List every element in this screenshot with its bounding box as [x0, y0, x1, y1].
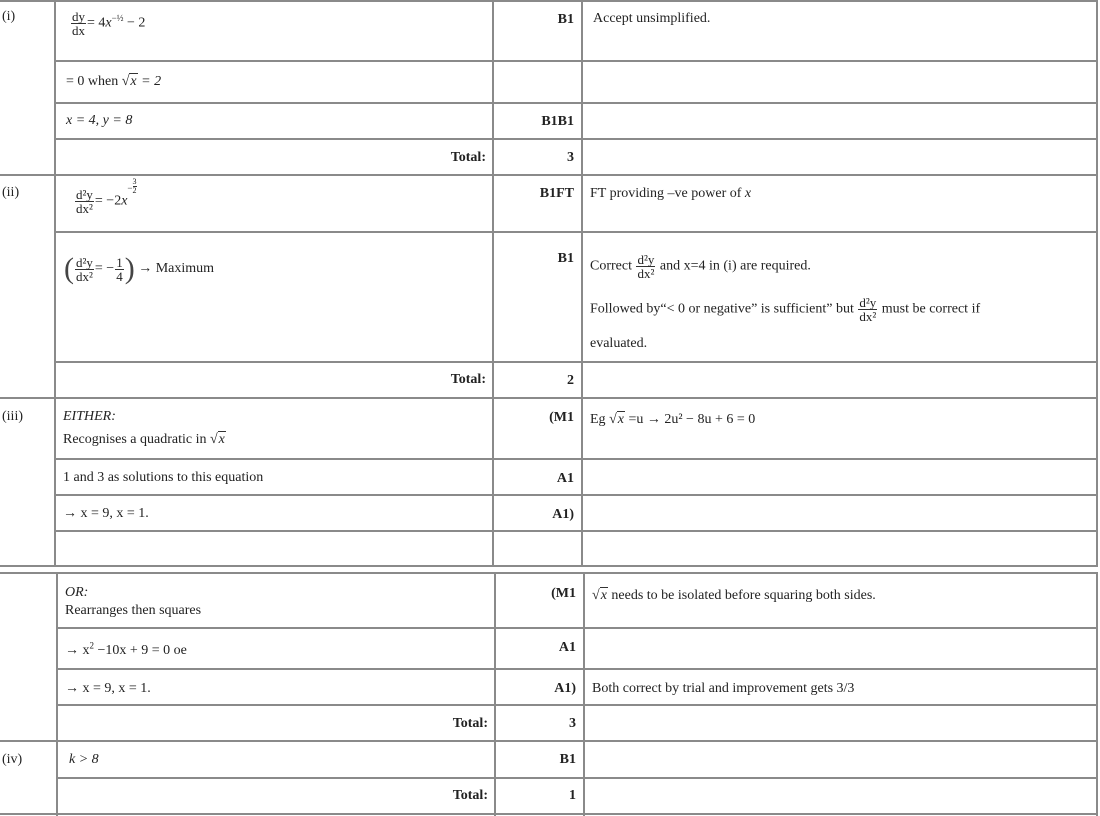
- rule: [57, 704, 1098, 706]
- fraction-denominator: 4: [116, 268, 123, 284]
- fraction-denominator: dx²: [859, 309, 877, 324]
- mark: A1: [556, 471, 574, 486]
- answer-text: k > 8: [69, 752, 99, 767]
- sqrt-symbol: √x: [592, 588, 607, 603]
- comment: [590, 253, 811, 280]
- fraction-denominator: dx²: [637, 266, 655, 281]
- comment: evaluated.: [590, 336, 648, 351]
- total-label: Total:: [450, 150, 486, 165]
- sqrt-symbol: √x: [121, 74, 137, 89]
- rule: [0, 174, 1098, 176]
- formula-dydx: [70, 10, 145, 37]
- radicand: x: [218, 432, 225, 447]
- rule: [57, 668, 1098, 670]
- total-label: Total:: [452, 788, 488, 803]
- rule: [55, 138, 1098, 140]
- formula-text: −10x + 9 = 0 oe: [94, 643, 187, 658]
- fraction-numerator: d²y: [76, 254, 93, 270]
- comment-text: =u → 2u² − 8u + 6 = 0: [624, 412, 756, 427]
- rule: [55, 60, 1098, 62]
- total-label: Total:: [452, 716, 488, 731]
- rule: [0, 813, 1098, 815]
- rule: [0, 397, 1098, 399]
- comment-text: must be correct if: [881, 301, 981, 317]
- rule: [0, 740, 1098, 742]
- solution-text: → x = 9, x = 1.: [65, 681, 151, 696]
- or-heading: OR:: [65, 585, 89, 600]
- fraction-numerator: d²y: [859, 295, 877, 310]
- comment-text: Followed by“< 0 or negative” is sufficient” but: [590, 301, 854, 317]
- comment-text: Eg: [590, 412, 610, 427]
- part-label-i: (i): [2, 9, 16, 24]
- mark: A1: [558, 640, 576, 655]
- rule: [55, 231, 1098, 233]
- comment: [590, 296, 980, 323]
- radicand: x: [130, 74, 137, 89]
- fraction: [71, 10, 86, 37]
- mark: B1: [557, 251, 574, 266]
- mark: B1: [559, 752, 576, 767]
- method-text: Recognises a quadratic in: [63, 432, 210, 447]
- fraction: [75, 188, 94, 215]
- mark: B1: [557, 12, 574, 27]
- exponent-numerator: 3: [132, 177, 137, 186]
- part-label-iv: (iv): [2, 752, 23, 767]
- fraction-denominator: dx²: [76, 201, 93, 216]
- rule: [57, 627, 1098, 629]
- formula-sqrt: [66, 74, 161, 90]
- mark: B1FT: [539, 186, 574, 201]
- formula-text: = 2: [137, 74, 162, 89]
- rule: [0, 0, 1098, 2]
- rule: [54, 0, 56, 567]
- sqrt-symbol: √x: [609, 412, 624, 427]
- rule: [55, 102, 1098, 104]
- mark: A1): [554, 681, 576, 696]
- solution-text: 1 and 3 as solutions to this equation: [63, 470, 264, 485]
- rule: [583, 572, 585, 816]
- either-heading: EITHER:: [63, 409, 116, 424]
- total-value: 3: [569, 716, 576, 731]
- part-label-iii: (iii): [2, 409, 23, 424]
- comment-var: x: [744, 186, 752, 201]
- formula-var: x: [121, 193, 128, 209]
- formula-exponent: −½: [111, 13, 124, 24]
- fraction: [75, 256, 94, 283]
- formula-text: − 2: [123, 15, 146, 31]
- total-value: 2: [567, 373, 574, 388]
- comment: [592, 588, 876, 604]
- fraction-denominator: dx²: [76, 268, 93, 284]
- formula-text: = −: [94, 261, 115, 277]
- formula-second-derivative: [74, 177, 137, 216]
- formula-maximum: [64, 254, 214, 284]
- right-paren: ): [124, 252, 135, 285]
- formula-solution: x = 4, y = 8: [66, 113, 133, 128]
- comment-text: needs to be isolated before squaring both sides.: [607, 588, 876, 603]
- fraction: [858, 296, 877, 323]
- rule: [56, 572, 58, 816]
- radicand: x: [617, 412, 624, 427]
- comment: Accept unsimplified.: [593, 11, 711, 26]
- rule: [55, 458, 1098, 460]
- comment-text: Correct: [590, 258, 632, 274]
- mark: B1B1: [541, 114, 574, 129]
- fraction-numerator: dy: [72, 9, 85, 24]
- radicand: x: [600, 588, 607, 603]
- exponent-fraction: [133, 178, 137, 195]
- rule: [55, 494, 1098, 496]
- formula-exponent: 2: [89, 640, 94, 651]
- or-line: Rearranges then squares: [65, 603, 202, 618]
- rule: [581, 0, 583, 567]
- formula-text: = −2: [94, 193, 122, 209]
- formula-var: x: [105, 15, 112, 31]
- comment-text: FT providing –ve power of: [590, 186, 745, 201]
- solution-text: → x = 9, x = 1.: [63, 506, 149, 521]
- left-paren: (: [64, 252, 74, 285]
- rule: [55, 530, 1098, 532]
- formula-quadratic: [65, 640, 187, 659]
- fraction-numerator: d²y: [76, 187, 93, 202]
- total-value: 1: [569, 788, 576, 803]
- fraction-numerator: d²y: [637, 252, 655, 267]
- fraction-numerator: 1: [116, 254, 123, 270]
- fraction-denominator: dx: [72, 23, 85, 38]
- fraction: [115, 256, 124, 283]
- fraction: [636, 253, 655, 280]
- comment: [590, 412, 755, 428]
- rule: [55, 361, 1098, 363]
- either-line: [63, 432, 226, 448]
- exponent-denominator: 2: [132, 186, 137, 195]
- mark: (M1: [551, 586, 576, 601]
- mark: A1): [552, 507, 574, 522]
- total-label: Total:: [450, 372, 486, 387]
- comment: [590, 186, 751, 202]
- formula-text: = 0 when: [66, 74, 122, 89]
- comment-text: and x=4 in (i) are required.: [659, 258, 811, 274]
- sqrt-symbol: √x: [209, 432, 225, 447]
- mark: (M1: [549, 410, 574, 425]
- rule: [0, 572, 1098, 574]
- formula-text: → x: [65, 643, 90, 658]
- total-value: 3: [567, 150, 574, 165]
- rule: [57, 777, 1098, 779]
- rule: [1096, 572, 1098, 816]
- formula-text: = 4: [87, 15, 106, 31]
- part-label-ii: (ii): [2, 185, 20, 200]
- rule: [1096, 0, 1098, 567]
- formula-text: → Maximum: [138, 261, 215, 277]
- comment: Both correct by trial and improvement gets 3/3: [592, 681, 855, 696]
- rule: [0, 565, 1098, 567]
- exponent-sign: −: [127, 183, 133, 193]
